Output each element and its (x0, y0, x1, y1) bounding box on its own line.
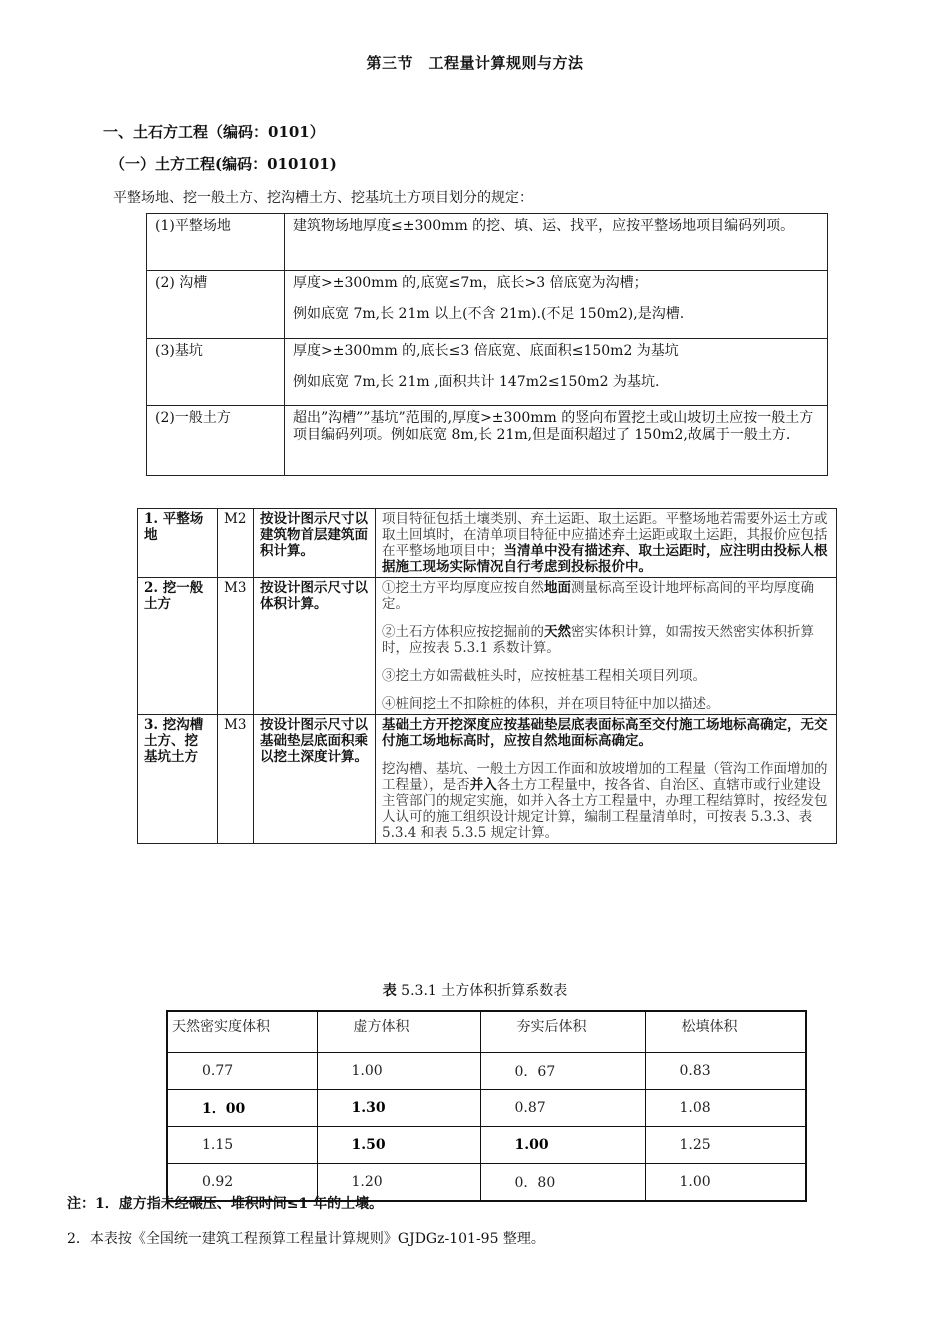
table-row (138, 509, 837, 578)
table-cell: 0．80 (480, 1164, 645, 1202)
item-note: ①挖土方平均厚度应按自然地面测量标高至设计地坪标高间的平均厚度确定。 ②土石方体积应按挖掘前的天然密实体积计算，如需按天然密实体积折算时，应按表 5.3.1 系数计算。 ③挖土方如需截桩头时，应按桩基工程相关项目列项。 ④桩间挖土不扣除桩的体积，并在项目特征中加以描述。 (376, 578, 837, 715)
item-name: 3. 挖沟槽土方、挖基坑土方 (138, 715, 218, 844)
table-cell: 0.92 (167, 1164, 317, 1202)
table-cell: 1．00 (167, 1090, 317, 1127)
table-cell: 0.77 (167, 1053, 317, 1090)
table-cell: 1.50 (317, 1127, 480, 1164)
row-description: 厚度>±300mm 的,底长≤3 倍底宽、底面积≤150m2 为基坑 例如底宽 7m,长 21m ,面积共计 147m2≤150m2 为基坑. (285, 339, 828, 406)
table-cell: 1.30 (317, 1090, 480, 1127)
table-cell: 1.00 (645, 1164, 806, 1202)
table-cell: 0．67 (480, 1053, 645, 1090)
column-header: 夯实后体积 (480, 1011, 645, 1053)
subsection-heading: （一）土方工程(编码：010101) (110, 155, 337, 173)
table-row (167, 1127, 806, 1164)
measurement-rules-table (137, 508, 837, 844)
row-label: (2) 沟槽 (147, 271, 285, 339)
table-row (147, 214, 828, 271)
table-cell: 0.83 (645, 1053, 806, 1090)
item-rule: 按设计图示尺寸以基础垫层底面积乘以挖土深度计算。 (254, 715, 376, 844)
table-header-row (167, 1011, 806, 1053)
item-rule: 按设计图示尺寸以体积计算。 (254, 578, 376, 715)
table-caption: 表 5.3.1 土方体积折算系数表 (382, 983, 568, 999)
row-description: 厚度>±300mm 的,底宽≤7m，底长>3 倍底宽为沟槽； 例如底宽 7m,长 21m 以上(不含 21m).(不足 150m2),是沟槽. (285, 271, 828, 339)
classification-table (146, 213, 828, 476)
table-row (167, 1053, 806, 1090)
table-cell: 1.00 (317, 1053, 480, 1090)
table-row (147, 406, 828, 476)
item-unit: M3 (218, 715, 254, 844)
row-label: (2)一般土方 (147, 406, 285, 476)
item-unit: M3 (218, 578, 254, 715)
page-title: 第三节 工程量计算规则与方法 (366, 54, 584, 72)
conversion-coefficient-table (166, 1010, 807, 1202)
item-note: 项目特征包括土壤类别、弃土运距、取土运距。平整场地若需要外运土方或取土回填时，在清单项目特征中应描述弃土运距或取土运距，其报价应包括在平整场地项目中；当清单中没有描述弃、取土运距时，应注明由投标人根据施工现场实际情况自行考虑到投标报价中。 (376, 509, 837, 578)
item-name: 2. 挖一般土方 (138, 578, 218, 715)
column-header: 松填体积 (645, 1011, 806, 1053)
table-cell: 1.20 (317, 1164, 480, 1202)
table-row (167, 1090, 806, 1127)
row-description: 建筑物场地厚度≤±300mm 的挖、填、运、找平，应按平整场地项目编码列项。 (285, 214, 828, 271)
item-unit: M2 (218, 509, 254, 578)
table-cell: 1.25 (645, 1127, 806, 1164)
table-row (138, 578, 837, 715)
footnote-1: 注：1．虚方指未经碾压、堆积时间≤1 年的土壤。 (67, 1196, 384, 1212)
table-row (147, 271, 828, 339)
row-label: (1)平整场地 (147, 214, 285, 271)
item-note: 基础土方开挖深度应按基础垫层底表面标高至交付施工场地标高确定，无交付施工场地标高时，应按自然地面标高确定。 挖沟槽、基坑、一般土方因工作面和放坡增加的工程量（管沟工作面增加的工程量），是否并入各土方工程量中，按各省、自治区、直辖市或行业建设主管部门的规定实施，如并入各土方工程量中，办理工程结算时，按经发包人认可的施工组织设计规定计算，编制工程量清单时，可按表 5.3.3、表 5.3.4 和表 5.3.5 规定计算。 (376, 715, 837, 844)
row-description: 超出”沟槽””基坑”范围的,厚度>±300mm 的竖向布置挖土或山坡切土应按一般土方项目编码列项。例如底宽 8m,长 21m,但是面积超过了 150m2,故属于一般土方. (285, 406, 828, 476)
table-cell: 1.08 (645, 1090, 806, 1127)
table-cell: 1.00 (480, 1127, 645, 1164)
column-header: 天然密实度体积 (167, 1011, 317, 1053)
table-cell: 1.15 (167, 1127, 317, 1164)
section-heading: 一、土石方工程（编码：0101） (103, 123, 325, 141)
item-rule: 按设计图示尺寸以建筑物首层建筑面积计算。 (254, 509, 376, 578)
table-cell: 0.87 (480, 1090, 645, 1127)
intro-text: 平整场地、挖一般土方、挖沟槽土方、挖基坑土方项目划分的规定： (113, 190, 533, 206)
footnote-2: 2．本表按《全国统一建筑工程预算工程量计算规则》GJDGz-101-95 整理。 (67, 1231, 545, 1247)
table-row (147, 339, 828, 406)
row-label: (3)基坑 (147, 339, 285, 406)
item-name: 1. 平整场地 (138, 509, 218, 578)
column-header: 虚方体积 (317, 1011, 480, 1053)
table-row (138, 715, 837, 844)
